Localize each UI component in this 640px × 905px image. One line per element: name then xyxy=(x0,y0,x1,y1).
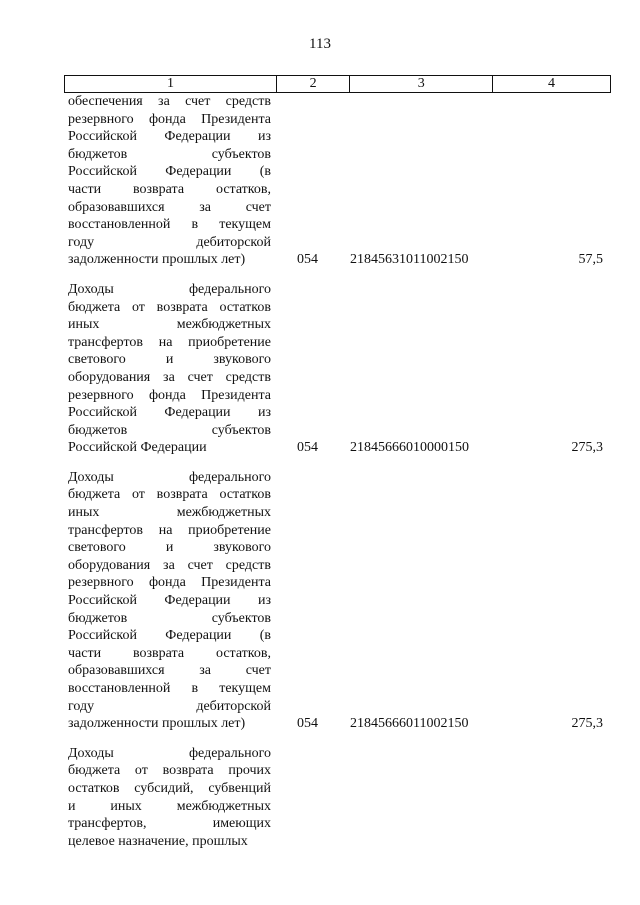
table-body xyxy=(0,93,640,850)
row-gap xyxy=(0,733,640,745)
table-row xyxy=(0,281,640,457)
row-description xyxy=(68,469,271,733)
description-line: задолженности прошлых лет) xyxy=(68,252,246,268)
description-line: бюджетов субъектов xyxy=(68,610,271,626)
description-line: году дебиторской xyxy=(68,698,271,714)
description-line: трансфертов, имеющих xyxy=(68,816,271,832)
column-header-3: 3 xyxy=(350,76,493,93)
row-gap xyxy=(0,269,640,281)
description-line: бюджета от возврата остатков xyxy=(68,299,271,315)
row-description xyxy=(68,281,271,457)
description-line: части возврата остатков, xyxy=(68,645,271,661)
row-description xyxy=(68,745,271,851)
description-line: иных межбюджетных xyxy=(68,505,271,521)
kbk-code-cell: 21845631011002150 xyxy=(350,252,469,268)
description-line: оборудования за счет средств xyxy=(68,369,271,385)
description-line: Российской Федерации xyxy=(68,440,207,456)
description-line: резервного фонда Президента xyxy=(68,111,271,127)
table-row xyxy=(0,745,640,851)
row-description xyxy=(68,93,271,269)
column-header-1: 1 xyxy=(65,76,277,93)
column-header-table xyxy=(64,75,611,93)
amount-cell: 275,3 xyxy=(571,440,603,456)
description-line: светового и звукового xyxy=(68,352,271,368)
table-row xyxy=(0,93,640,269)
description-line: бюджета от возврата остатков xyxy=(68,487,271,503)
description-line: резервного фонда Президента xyxy=(68,575,271,591)
column-header-2: 2 xyxy=(277,76,350,93)
description-line: бюджета от возврата прочих xyxy=(68,763,271,779)
description-line: резервного фонда Президента xyxy=(68,387,271,403)
column-header-4: 4 xyxy=(493,76,611,93)
description-line: обеспечения за счет средств xyxy=(68,94,271,109)
admin-code-cell: 054 xyxy=(297,252,318,268)
description-line: Российской Федерации (в xyxy=(68,628,271,644)
amount-cell: 57,5 xyxy=(578,252,603,268)
description-line: Российской Федерации (в xyxy=(68,164,271,180)
description-line: бюджетов субъектов xyxy=(68,146,271,162)
description-line: образовавшихся за счет xyxy=(68,663,271,679)
table-row xyxy=(0,469,640,733)
description-line: трансфертов на приобретение xyxy=(68,334,271,350)
description-line: бюджетов субъектов xyxy=(68,422,271,438)
description-line: задолженности прошлых лет) xyxy=(68,716,246,732)
description-line: светового и звукового xyxy=(68,540,271,556)
admin-code-cell: 054 xyxy=(297,440,318,456)
kbk-code-cell: 21845666010000150 xyxy=(350,440,469,456)
description-line: целевое назначение, прошлых xyxy=(68,833,248,849)
description-line: Российской Федерации из xyxy=(68,405,271,421)
description-line: трансфертов на приобретение xyxy=(68,522,271,538)
description-line: Российской Федерации из xyxy=(68,593,271,609)
description-line: Доходы федерального xyxy=(68,745,271,761)
description-line: и иных межбюджетных xyxy=(68,798,271,814)
description-line: иных межбюджетных xyxy=(68,317,271,333)
page-number: 113 xyxy=(309,36,331,52)
description-line: части возврата остатков, xyxy=(68,181,271,197)
description-line: Доходы федерального xyxy=(68,281,271,297)
description-line: остатков субсидий, субвенций xyxy=(68,780,271,796)
description-line: Российской Федерации из xyxy=(68,129,271,145)
amount-cell: 275,3 xyxy=(571,716,603,732)
description-line: восстановленной в текущем xyxy=(68,681,271,696)
row-gap xyxy=(0,457,640,469)
description-line: оборудования за счет средств xyxy=(68,557,271,573)
description-line: году дебиторской xyxy=(68,234,271,250)
description-line: образовавшихся за счет xyxy=(68,199,271,215)
kbk-code-cell: 21845666011002150 xyxy=(350,716,469,732)
description-line: Доходы федерального xyxy=(68,469,271,485)
admin-code-cell: 054 xyxy=(297,716,318,732)
description-line: восстановленной в текущем xyxy=(68,217,271,233)
